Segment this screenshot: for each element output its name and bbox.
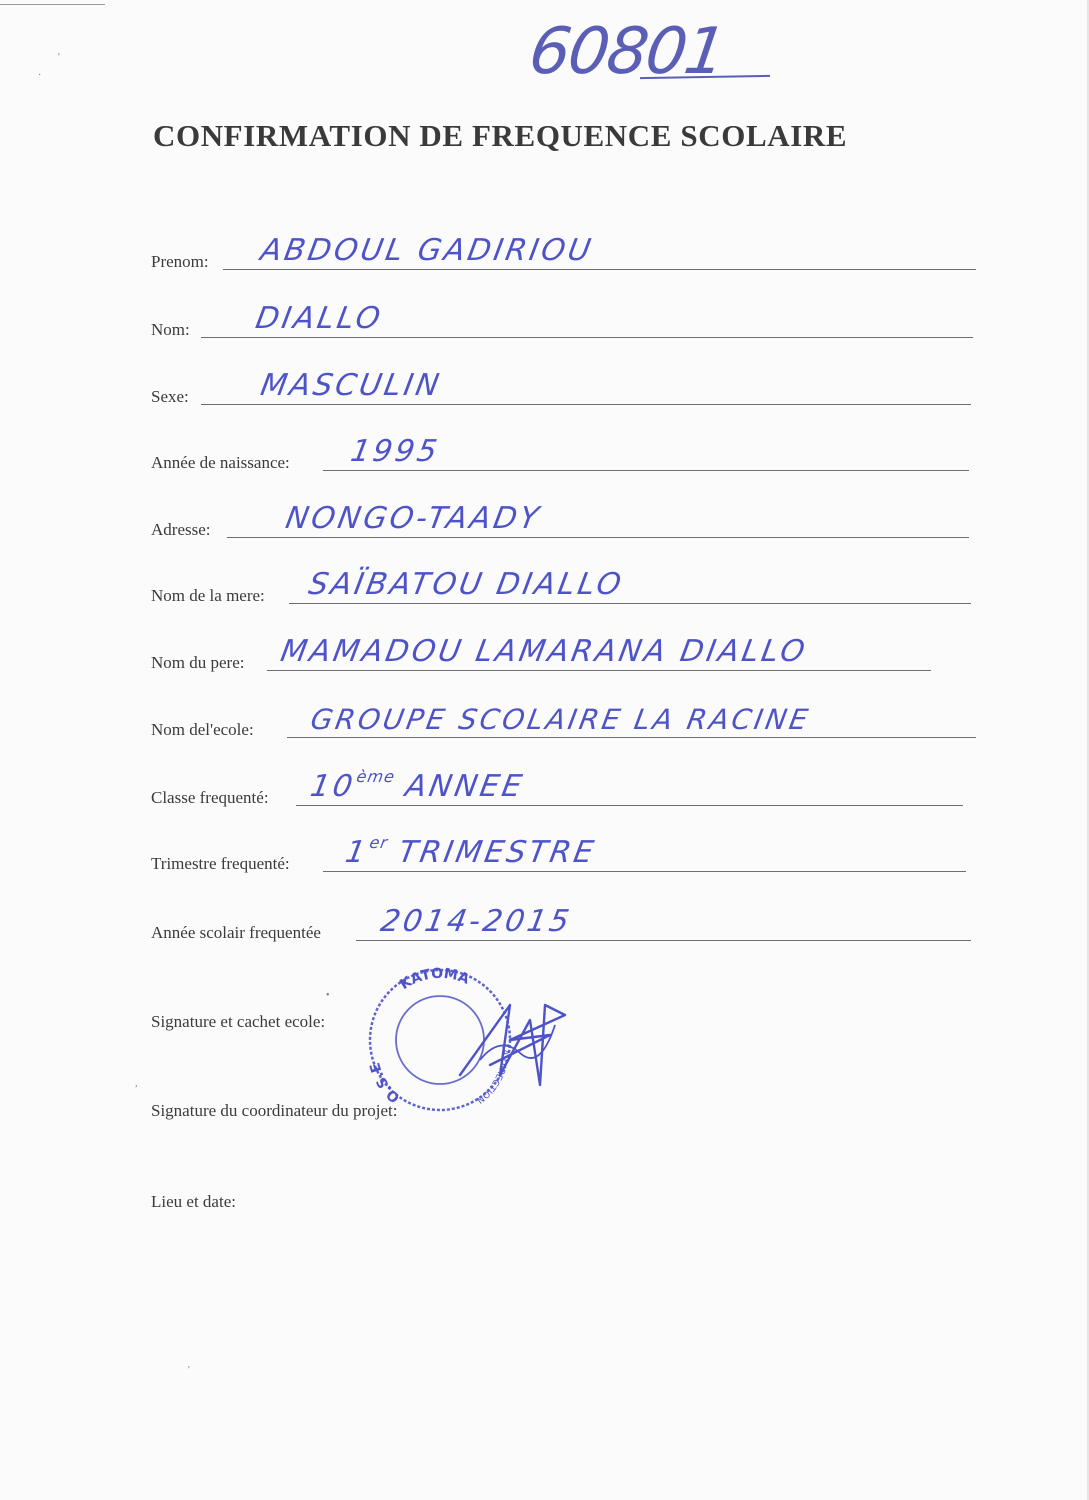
field-annee-scolaire	[151, 903, 971, 943]
field-line	[356, 940, 971, 941]
top-rule	[0, 4, 105, 5]
paper-speck: '	[58, 52, 60, 63]
field-nom-mere	[151, 566, 971, 606]
value-rest: TRIMESTRE	[383, 835, 599, 870]
paper-speck: ,	[135, 1078, 138, 1089]
field-value: MAMADOU LAMARANA DIALLO	[277, 634, 811, 669]
field-classe	[151, 768, 963, 808]
value-superscript: er	[368, 833, 390, 852]
field-line	[201, 337, 973, 338]
document-title: CONFIRMATION DE FREQUENCE SCOLAIRE	[153, 118, 848, 153]
stamp-text-right: LA DIRECTION	[474, 1043, 510, 1105]
school-signature-label: Signature et cachet ecole:	[151, 1012, 326, 1031]
field-line	[296, 805, 963, 806]
school-stamp-and-signature	[350, 965, 600, 1115]
field-value: NONGO-TAADY	[282, 501, 545, 536]
field-nom-pere	[151, 633, 931, 673]
coordinator-signature-label: Signature du coordinateur du projet:	[151, 1101, 398, 1120]
handwritten-document-number: 60801	[524, 15, 729, 89]
field-nom-ecole	[151, 700, 976, 740]
field-label: Sexe:	[151, 387, 189, 406]
field-line	[227, 537, 969, 538]
field-value: 1995	[347, 434, 443, 469]
place-date-label: Lieu et date:	[151, 1192, 236, 1211]
stamp-text-left: O.S.E	[367, 1060, 404, 1106]
field-line	[267, 670, 931, 671]
field-nom	[151, 300, 973, 340]
field-line	[323, 871, 966, 872]
field-line	[287, 737, 976, 738]
field-prenom	[151, 232, 976, 272]
field-value	[343, 833, 600, 870]
field-line	[201, 404, 971, 405]
field-value: DIALLO	[252, 301, 386, 336]
field-label: Nom del'ecole:	[151, 720, 254, 739]
field-line	[289, 603, 971, 604]
field-line	[223, 269, 976, 270]
value-main: 1	[342, 835, 372, 870]
value-rest: ANNEE	[390, 769, 528, 804]
field-value: GROUPE SCOLAIRE LA RACINE	[308, 703, 814, 736]
field-label: Nom:	[151, 320, 190, 339]
field-value: MASCULIN	[257, 368, 445, 403]
field-annee-naissance	[151, 433, 969, 473]
paper-speck: ·	[38, 70, 42, 81]
field-label: Année de naissance:	[151, 453, 290, 472]
field-trimestre	[151, 834, 966, 874]
signature-scribble	[460, 1005, 565, 1085]
field-adresse	[151, 500, 969, 540]
field-label: Nom du pere:	[151, 653, 245, 672]
field-label: Classe frequenté:	[151, 788, 269, 807]
paper-speck: •	[326, 990, 330, 1001]
stamp-text-top: KATOMA	[397, 965, 472, 994]
field-label: Trimestre frequenté:	[151, 854, 290, 873]
paper-speck: '	[188, 1365, 190, 1376]
field-value: SAÏBATOU DIALLO	[305, 567, 627, 602]
value-main: 10	[307, 769, 359, 804]
field-line	[323, 470, 969, 471]
field-label: Prenom:	[151, 252, 209, 271]
field-label: Adresse:	[151, 520, 211, 539]
value-superscript: ème	[355, 767, 397, 786]
field-label: Nom de la mere:	[151, 586, 265, 605]
field-label: Année scolair frequentée	[151, 923, 321, 942]
field-sexe	[151, 367, 971, 407]
field-value	[308, 767, 528, 804]
field-value: 2014-2015	[377, 904, 575, 939]
field-value: ABDOUL GADIRIOU	[257, 233, 597, 268]
